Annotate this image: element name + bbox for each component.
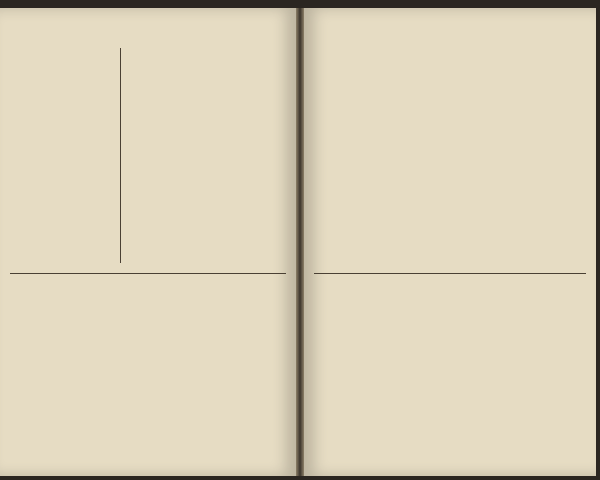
section-divider <box>120 48 121 263</box>
tier-divider <box>314 273 586 274</box>
right-page <box>304 8 596 476</box>
book-gutter <box>296 8 304 476</box>
left-page <box>0 8 296 476</box>
tier-divider <box>10 273 286 274</box>
